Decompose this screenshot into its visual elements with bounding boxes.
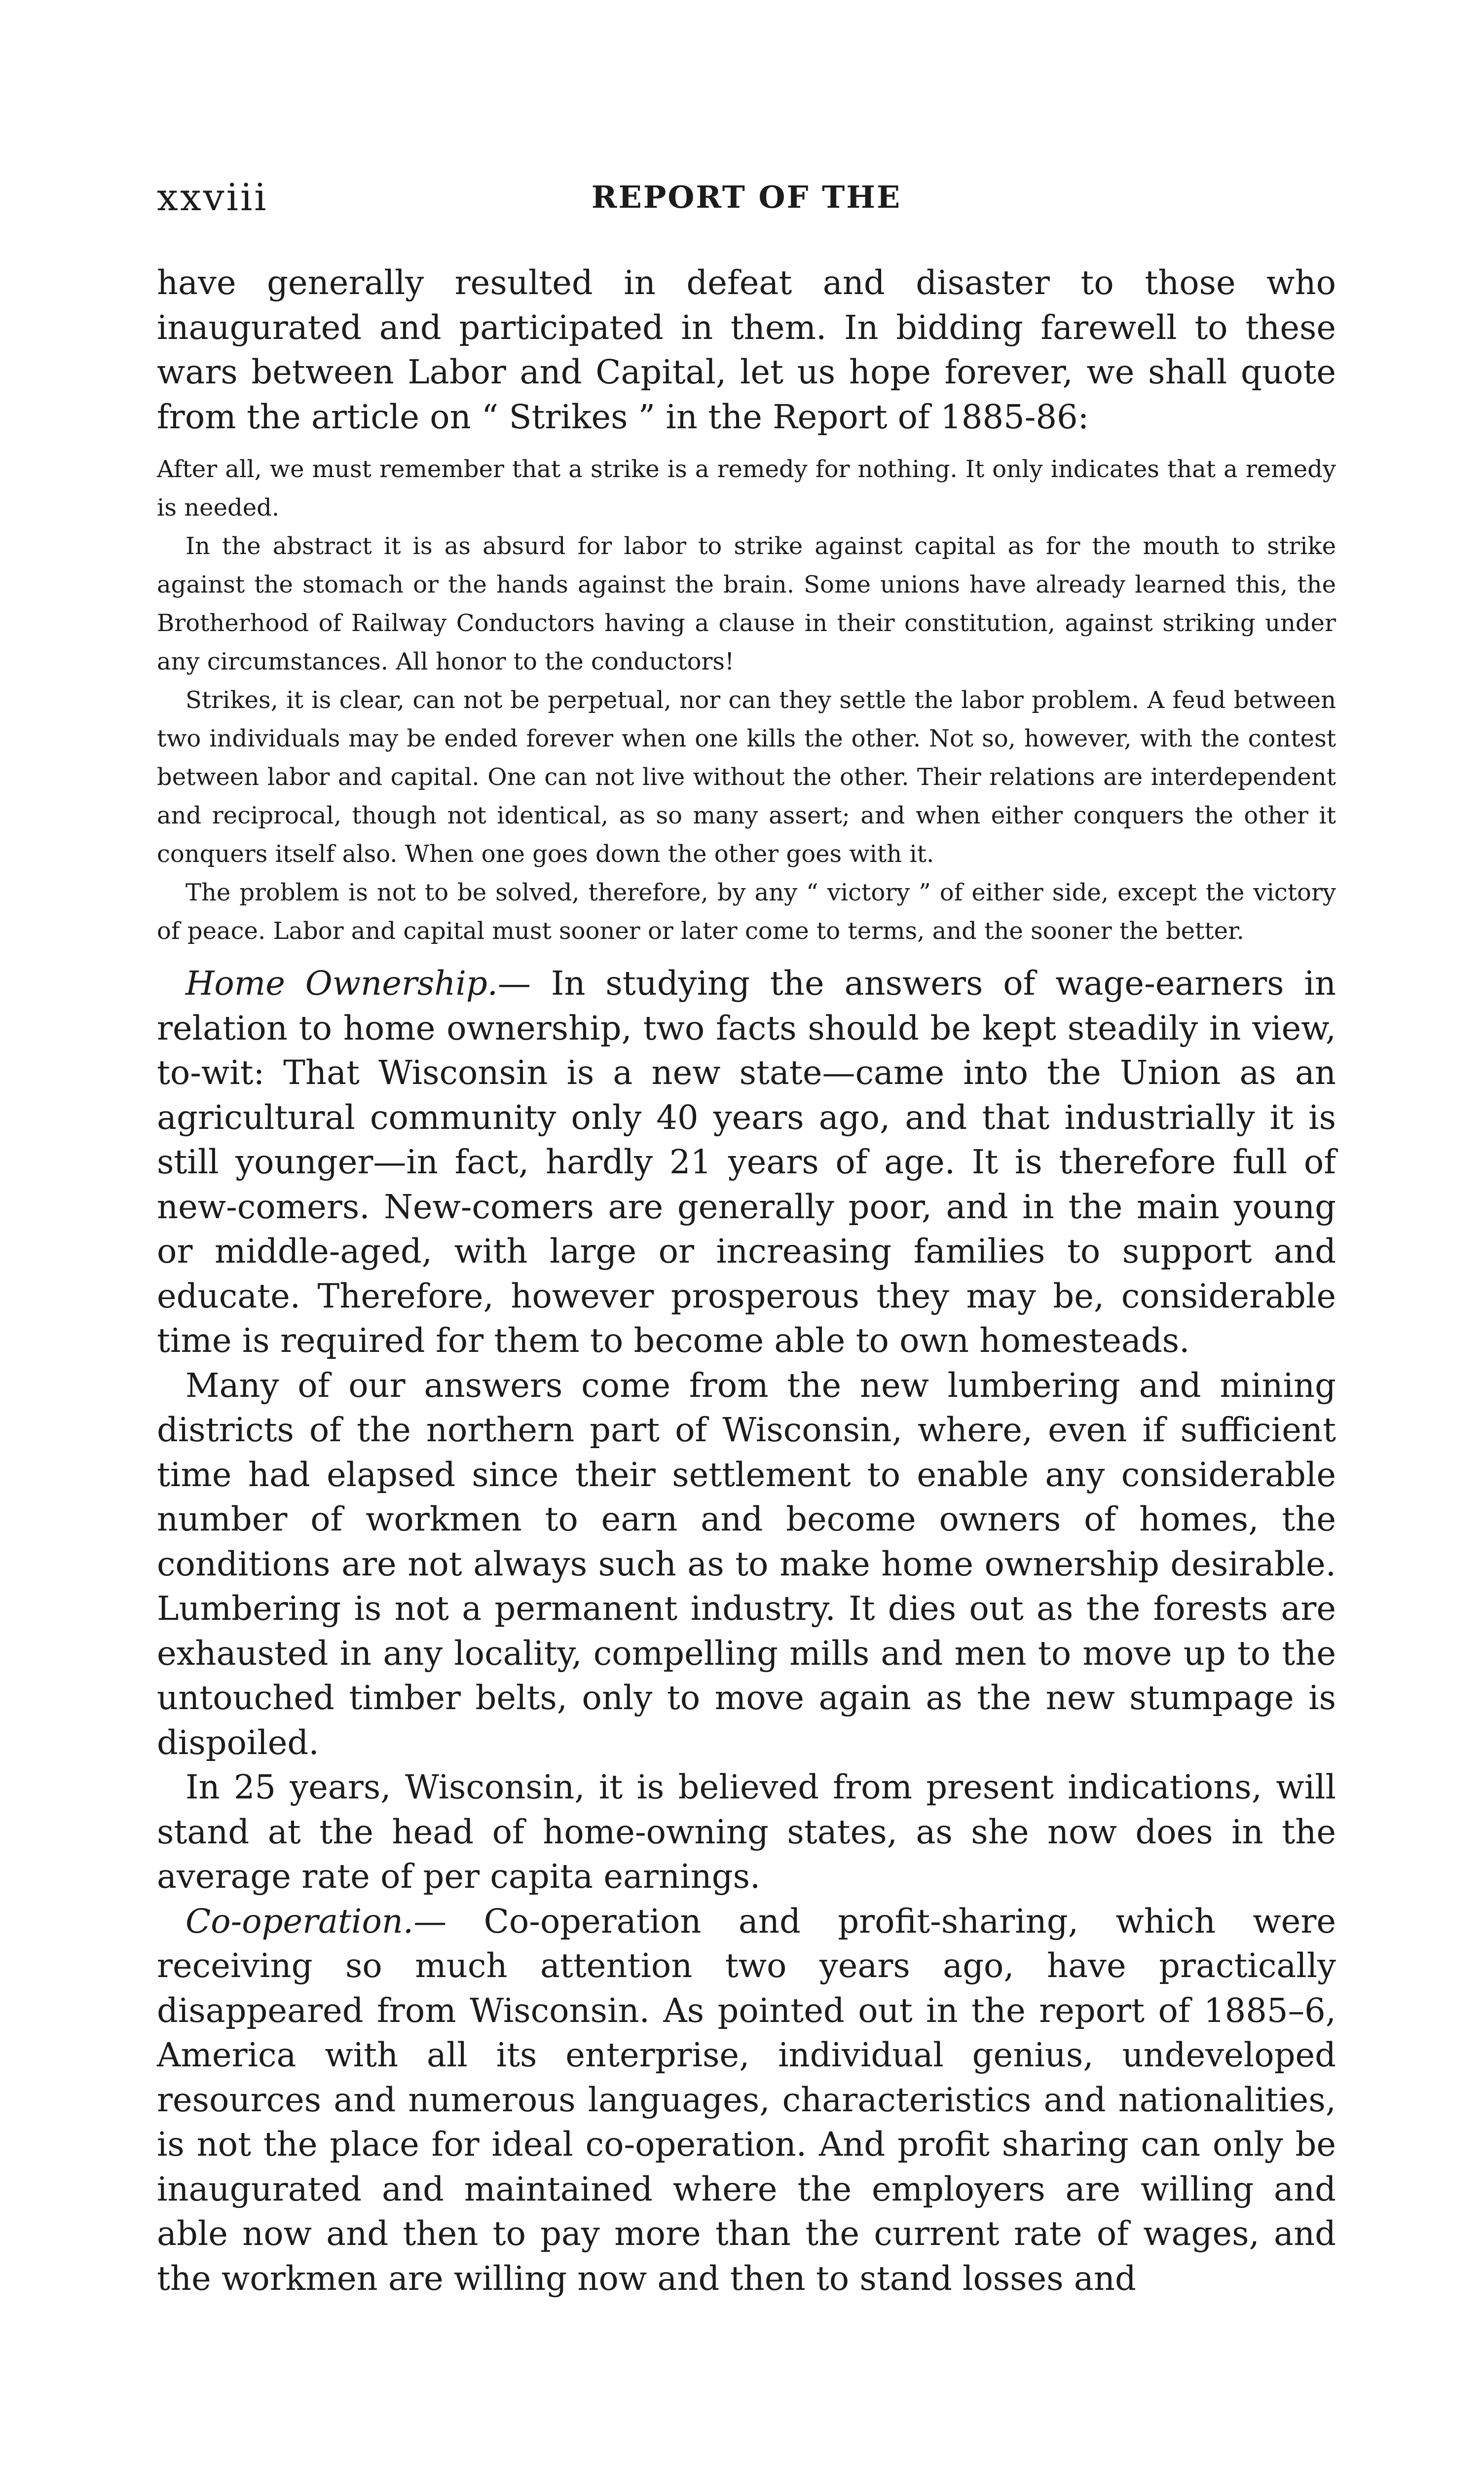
paragraph-home-owning-states: In 25 years, Wisconsin, it is believed from present indications, will stand at the head of home-owning states, as she now does in the average rate of per capita earnings. — [157, 1768, 1336, 1896]
paragraph-continuation: have generally resulted in defeat and disaster to those who inaugurated and participated in them. In bidding farewell to these wars between Labor and Capital, let us hope forever, we shall quote from the article on “ Strikes ” in the Report of 1885-86: — [157, 263, 1336, 436]
paragraph-co-operation-text: Co-operation and profit-sharing, which were receiving so much attention two years ago, have practically disappeared from Wisconsin. As pointed out in the report of 1885–6, America with all its enterprise, individual genius, undeveloped resources and numerous languages, characteristics and nationalities, is not the place for ideal co-operation. And profit sharing can only be inaugurated and maintained where the employers are willing and able now and then to pay more than the current rate of wages, and the workmen are willing now and then to stand losses and — [157, 1902, 1336, 2298]
quote-paragraph-3: Strikes, it is clear, can not be perpetual, nor can they settle the labor problem. A feud between two individuals may be ended forever when one kills the other. Not so, however, with the contest between labor and capital. One can not live without the other. Their relations are interdependent and reciprocal, though not identical, as so many assert; and when either conquers the other it conquers itself also. When one goes down the other goes with it. — [157, 686, 1336, 868]
quote-paragraph-2: In the abstract it is as absurd for labor to strike against capital as for the mouth to strike against the stomach or the hands against the brain. Some unions have already learned this, the Brotherhood of Railway Conductors having a clause in their constitution, against striking under any circumstances. All honor to the conductors! — [157, 532, 1336, 675]
paragraph-lumbering: Many of our answers come from the new lumbering and mining districts of the northern part of Wisconsin, where, even if sufficient time had elapsed since their settlement to enable any considerable number of workmen to earn and become owners of homes, the conditions are not always such as to make home ownership desirable. Lumbering is not a permanent industry. It dies out as the forests are exhausted in any locality, compelling mills and men to move up to the untouched timber belts, only to move again as the new stumpage is dispoiled. — [157, 1366, 1336, 1762]
page-number: xxviii — [157, 175, 268, 219]
running-title: REPORT OF THE — [591, 179, 902, 215]
running-header — [157, 175, 1336, 220]
section-heading-home-ownership: Home Ownership.— — [186, 964, 531, 1003]
section-heading-co-operation: Co-operation.— — [186, 1902, 447, 1941]
paragraph-co-operation — [157, 1899, 1336, 2301]
page-body — [157, 261, 1336, 2301]
quote-paragraph-4: The problem is not to be solved, therefore, by any “ victory ” of either side, except the victory of peace. Labor and capital must sooner or later come to terms, and the sooner the better. — [157, 879, 1336, 945]
paragraph-home-ownership-text: In studying the answers of wage-earners in relation to home ownership, two facts should be kept steadily in view, to-wit: That Wisconsin is a new state—came into the Union as an agricultural community only 40 years ago, and that industrially it is still younger—in fact, hardly 21 years of age. It is therefore full of new-comers. New-comers are generally poor, and in the main young or middle-aged, with large or increasing families to support and educate. Therefore, however prosperous they may be, considerable time is required for them to become able to own homesteads. — [157, 964, 1336, 1360]
paragraph-home-ownership — [157, 961, 1336, 1363]
quote-paragraph-1: After all, we must remember that a strike is a remedy for nothing. It only indicates that a remedy is needed. — [157, 455, 1336, 522]
